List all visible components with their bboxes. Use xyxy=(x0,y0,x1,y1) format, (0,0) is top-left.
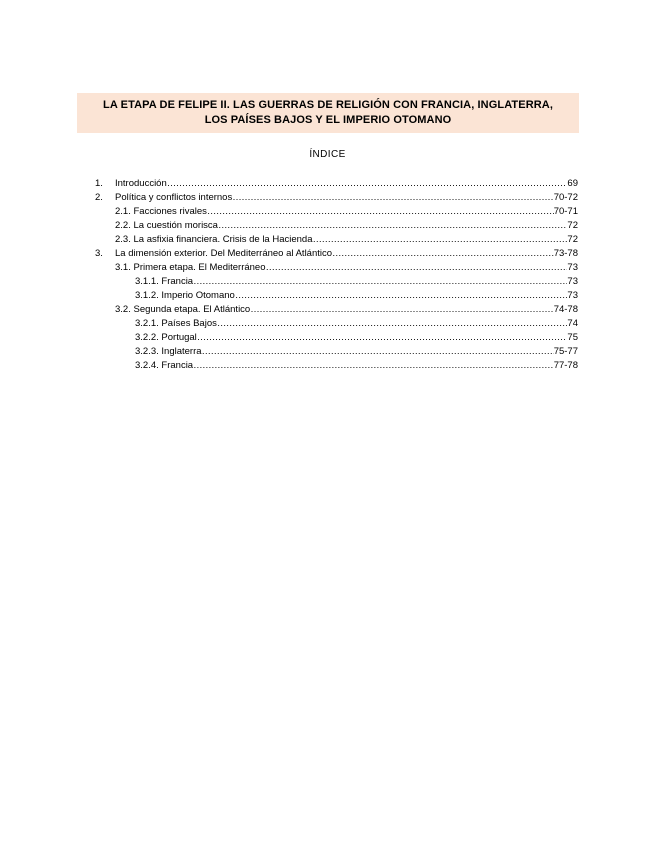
toc-entry-text: 3.1.1. Francia xyxy=(135,276,194,287)
toc-entry-text: 3.2.1. Países Bajos xyxy=(135,318,217,329)
toc-entry-number: 2. xyxy=(95,192,103,203)
toc-entry xyxy=(95,204,578,218)
toc-entry-page: 73 xyxy=(567,290,578,301)
toc-dot-leader xyxy=(217,318,568,330)
toc-entry xyxy=(95,232,578,246)
toc-dot-leader xyxy=(235,290,568,302)
toc-entry xyxy=(95,302,578,316)
toc-dot-leader xyxy=(193,360,554,372)
toc-entry-text: 2.1. Facciones rivales xyxy=(115,206,207,217)
toc-entry xyxy=(95,176,578,190)
toc-entry-page: 69 xyxy=(567,178,578,189)
toc-dot-leader xyxy=(193,276,567,288)
toc-entry-page: 70-72 xyxy=(553,192,578,203)
toc-entry-page: 72 xyxy=(567,234,578,245)
toc-entry-text: 2.2. La cuestión morisca xyxy=(115,220,218,231)
document-title-line-2: LOS PAÍSES BAJOS Y EL IMPERIO OTOMANO xyxy=(204,114,452,126)
toc-entry xyxy=(95,260,578,274)
toc-entry xyxy=(95,316,578,330)
toc-entry-page: 73-78 xyxy=(553,248,578,259)
toc-entry xyxy=(95,190,578,204)
toc-entry-page: 74 xyxy=(567,318,578,329)
toc-entry-page: 73 xyxy=(567,276,578,287)
document-title-band xyxy=(77,93,579,133)
toc-entry-page: 77-78 xyxy=(553,360,578,371)
toc-entry xyxy=(95,288,578,302)
toc-entry-page: 72 xyxy=(567,220,578,231)
document-title-line-1: LA ETAPA DE FELIPE II. LAS GUERRAS DE RELIGIÓN CON FRANCIA, INGLATERRA, xyxy=(103,99,553,111)
table-of-contents xyxy=(95,176,578,372)
toc-entry xyxy=(95,246,578,260)
toc-entry xyxy=(95,358,578,372)
toc-entry-page: 75 xyxy=(567,332,578,343)
toc-dot-leader xyxy=(167,178,568,190)
toc-entry-text: 3.2.3. Inglaterra xyxy=(135,346,202,357)
toc-entry-text: La dimensión exterior. Del Mediterráneo al Atlántico xyxy=(115,248,333,259)
toc-entry-text: Introducción xyxy=(115,178,167,189)
index-heading: ÍNDICE xyxy=(309,149,346,160)
toc-dot-leader xyxy=(232,192,553,204)
toc-dot-leader xyxy=(202,346,554,358)
toc-entry-text: Política y conflictos internos xyxy=(115,192,233,203)
toc-entry xyxy=(95,330,578,344)
toc-entry-text: 3.2. Segunda etapa. El Atlántico xyxy=(115,304,251,315)
toc-dot-leader xyxy=(207,206,554,218)
toc-dot-leader xyxy=(250,304,553,316)
toc-dot-leader xyxy=(332,248,554,260)
toc-entry-number: 3. xyxy=(95,248,103,259)
toc-entry-text: 2.3. La asfixia financiera. Crisis de la Hacienda xyxy=(115,234,313,245)
toc-dot-leader xyxy=(218,220,567,232)
toc-dot-leader xyxy=(313,234,568,246)
toc-entry-text: 3.2.2. Portugal xyxy=(135,332,197,343)
toc-entry-text: 3.1.2. Imperio Otomano xyxy=(135,290,235,301)
toc-entry xyxy=(95,218,578,232)
toc-dot-leader xyxy=(266,262,568,274)
toc-entry xyxy=(95,344,578,358)
toc-entry-text: 3.1. Primera etapa. El Mediterráneo xyxy=(115,262,266,273)
toc-entry-page: 73 xyxy=(567,262,578,273)
toc-entry-text: 3.2.4. Francia xyxy=(135,360,194,371)
toc-entry xyxy=(95,274,578,288)
toc-entry-page: 75-77 xyxy=(553,346,578,357)
toc-entry-page: 70-71 xyxy=(553,206,578,217)
toc-entry-page: 74-78 xyxy=(553,304,578,315)
toc-entry-number: 1. xyxy=(95,178,103,189)
toc-dot-leader xyxy=(197,332,568,344)
